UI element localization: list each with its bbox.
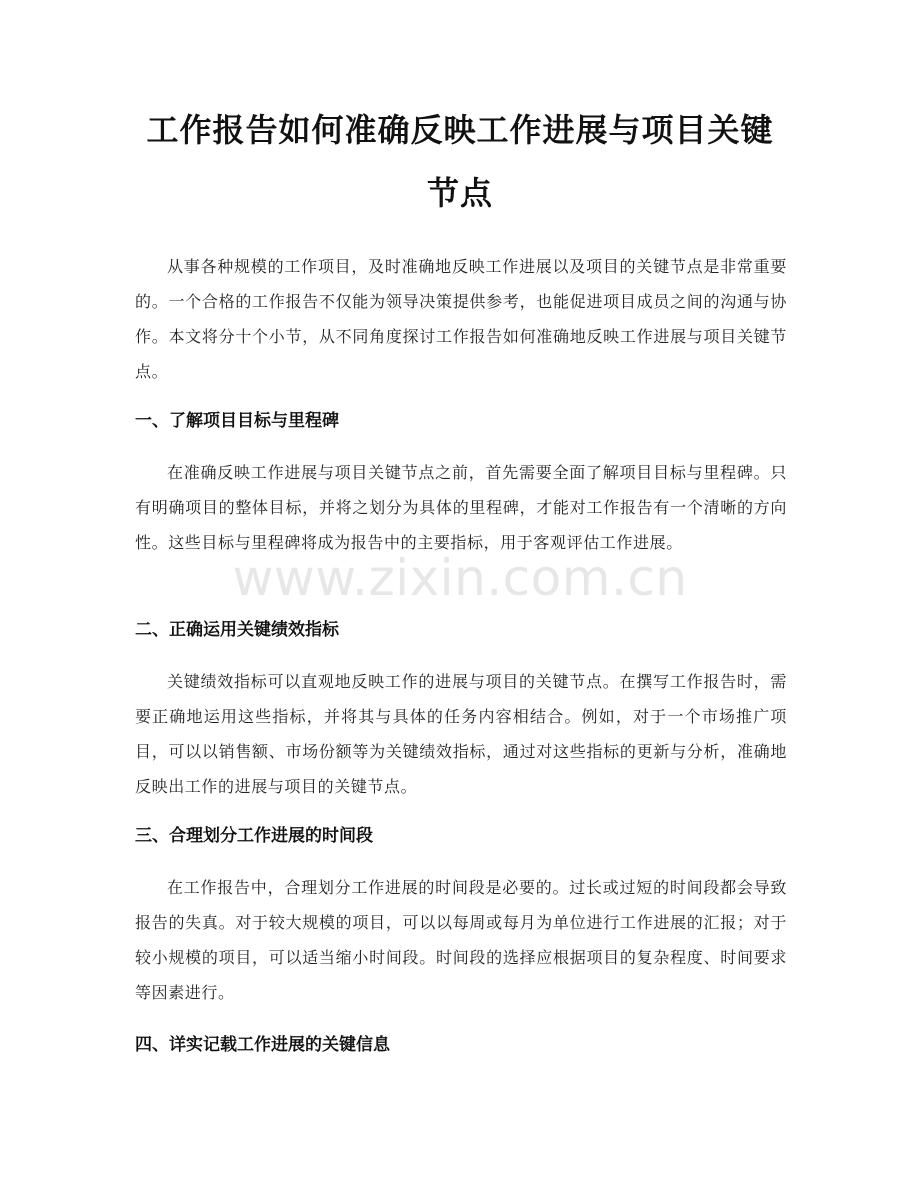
document-title-line2: 节点	[426, 174, 493, 212]
section-3-heading: 三、合理划分工作进展的时间段	[135, 826, 373, 846]
section-1-heading: 一、了解项目目标与里程碑	[135, 411, 339, 431]
section-2-heading: 二、正确运用关键绩效指标	[135, 620, 339, 640]
section-1-body: 在准确反映工作进展与项目关键节点之前，首先需要全面了解项目目标与里程碑。只有明确项目的整体目标，并将之划分为具体的里程碑，才能对工作报告有一个清晰的方向性。这些目标与里程碑将成为报告中的主要指标，用于客观评估工作进展。	[135, 463, 787, 552]
section-4-heading: 四、详实记载工作进展的关键信息	[135, 1035, 390, 1055]
section-2-body: 关键绩效指标可以直观地反映工作的进展与项目的关键节点。在撰写工作报告时，需要正确地运用这些指标，并将其与具体的任务内容相结合。例如，对于一个市场推广项目，可以以销售额、市场份额等为关键绩效指标，通过对这些指标的更新与分析，准确地反映出工作的进展与项目的关键节点。	[135, 672, 787, 796]
section-3-body: 在工作报告中，合理划分工作进展的时间段是必要的。过长或过短的时间段都会导致报告的失真。对于较大规模的项目，可以以每周或每月为单位进行工作进展的汇报；对于较小规模的项目，可以适当缩小时间段。时间段的选择应根据项目的复杂程度、时间要求等因素进行。	[135, 878, 787, 1002]
watermark-text: www.zixin.com.cn	[232, 549, 688, 607]
document-title-line1: 工作报告如何准确反映工作进展与项目关键	[146, 111, 774, 149]
intro-paragraph: 从事各种规模的工作项目，及时准确地反映工作进展以及项目的关键节点是非常重要的。一个合格的工作报告不仅能为领导决策提供参考，也能促进项目成员之间的沟通与协作。本文将分十个小节，从不同角度探讨工作报告如何准确地反映工作进展与项目关键节点。	[135, 257, 787, 381]
